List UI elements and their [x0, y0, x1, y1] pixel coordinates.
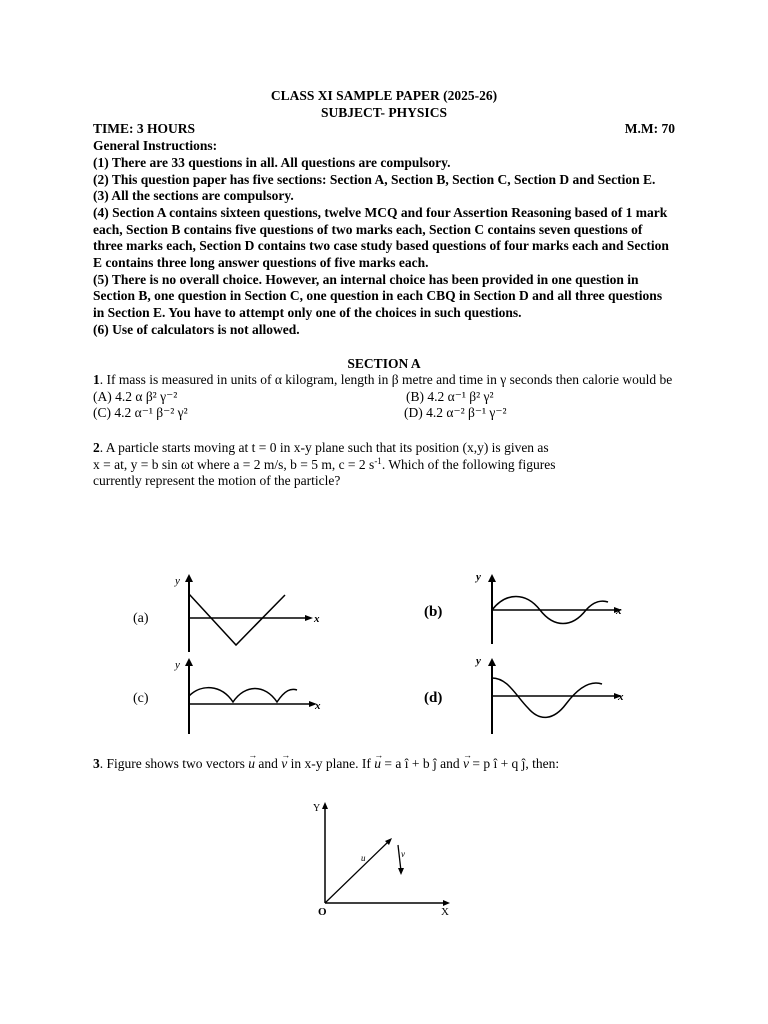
instruction-item: (2) This question paper has five sections: Section A, Section B, Section C, Section D and Section E.: [93, 171, 656, 187]
vector-v: → v: [281, 756, 287, 773]
question-number: 1: [93, 372, 100, 388]
curve: [189, 688, 297, 702]
option-d: (D) 4.2 α⁻² β⁻¹ γ⁻²: [404, 404, 507, 420]
figure-c: [125, 654, 335, 736]
question-number: 3: [93, 756, 100, 771]
figure-label: (a): [133, 611, 149, 626]
y-axis-arrow: [488, 574, 496, 582]
question-number: 2: [93, 439, 100, 455]
question-1-options: [93, 389, 675, 423]
vector-v: → v: [463, 756, 469, 773]
figure-label: (c): [133, 691, 149, 706]
question-3: [93, 756, 559, 773]
question-2: [93, 440, 675, 490]
y-label: y: [175, 659, 180, 671]
section-a-heading: SECTION A: [347, 355, 421, 371]
paper-subject: SUBJECT- PHYSICS: [321, 104, 447, 120]
question-text: and: [255, 756, 282, 771]
question-1: [93, 372, 675, 389]
option-b: (B) 4.2 α⁻¹ β² γ²: [406, 388, 494, 404]
y-label: y: [175, 575, 180, 587]
y-label: y: [476, 655, 481, 667]
exam-page: [93, 88, 675, 490]
x-axis-arrow: [305, 615, 313, 621]
x-label: x: [618, 691, 624, 703]
figure-label: (b): [424, 604, 443, 620]
vector-u: → u: [248, 756, 255, 773]
y-label: Y: [313, 803, 321, 814]
figure-d: [420, 650, 630, 736]
instructions-heading: General Instructions:: [93, 138, 218, 154]
time-allowed: TIME: 3 HOURS: [93, 121, 196, 137]
question-text: . Figure shows two vectors: [99, 756, 249, 771]
x-label: x: [616, 605, 622, 617]
instructions-block: [93, 138, 675, 338]
instruction-item: (5) There is no overall choice. However, an internal choice has been provided in one question in Section B, one question in Section C, one question in each CBQ in Section D and all three questions in Section E. You have to attempt only one of the choices in such questions.: [93, 271, 663, 321]
question-text: in x-y plane. If: [287, 756, 375, 771]
figure-label: (d): [424, 690, 443, 706]
curve: [492, 678, 602, 717]
question-text: currently represent the motion of the particle?: [93, 473, 341, 489]
question-text: . Which of the following figures: [381, 456, 556, 472]
y-axis-arrow: [185, 574, 193, 582]
instruction-item: (4) Section A contains sixteen questions, twelve MCQ and four Assertion Reasoning based of 1 mark each, Section B contains five questions of two marks each, Section C contains seven questions of three marks each, Section D contains two case study based questions of four marks each and Section E contains three long answer questions of five marks each.: [93, 204, 669, 271]
u-label: u: [361, 853, 366, 863]
question-text: = p î + q ĵ, then:: [468, 756, 560, 771]
vector-u: → u: [374, 756, 381, 773]
figure-background: [303, 795, 465, 921]
question-text: . If mass is measured in units of α kilogram, length in β metre and time in γ seconds then calorie would be: [99, 372, 673, 388]
x-label: X: [441, 906, 449, 918]
figure-b: [420, 568, 630, 648]
figure-a: [125, 572, 325, 654]
v-label: v: [401, 849, 405, 859]
question-text: . A particle starts moving at t = 0 in x-y plane such that its position (x,y) is given as: [99, 439, 549, 455]
option-a: (A) 4.2 α β² γ⁻²: [93, 388, 178, 404]
instruction-item: (3) All the sections are compulsory.: [93, 188, 294, 204]
instruction-item: (6) Use of calculators is not allowed.: [93, 321, 300, 337]
y-axis-arrow: [488, 658, 496, 666]
y-axis-arrow: [185, 658, 193, 666]
instruction-item: (1) There are 33 questions in all. All questions are compulsory.: [93, 154, 451, 170]
y-label: y: [476, 571, 481, 583]
time-marks-row: [93, 121, 675, 138]
max-marks: M.M: 70: [624, 121, 675, 137]
option-c: (C) 4.2 α⁻¹ β⁻² γ²: [93, 404, 188, 420]
question-text: = a î + b ĵ and: [380, 756, 463, 771]
question-text: x = at, y = b sin ωt where a = 2 m/s, b = 5 m, c = 2 s: [93, 456, 375, 472]
origin-label: O: [318, 906, 327, 918]
curve: [189, 594, 285, 645]
superscript: -1: [374, 455, 382, 466]
x-label: x: [315, 700, 321, 712]
paper-title: CLASS XI SAMPLE PAPER (2025-26): [270, 88, 498, 103]
x-label: x: [314, 613, 320, 625]
figure-vectors: [303, 795, 465, 921]
